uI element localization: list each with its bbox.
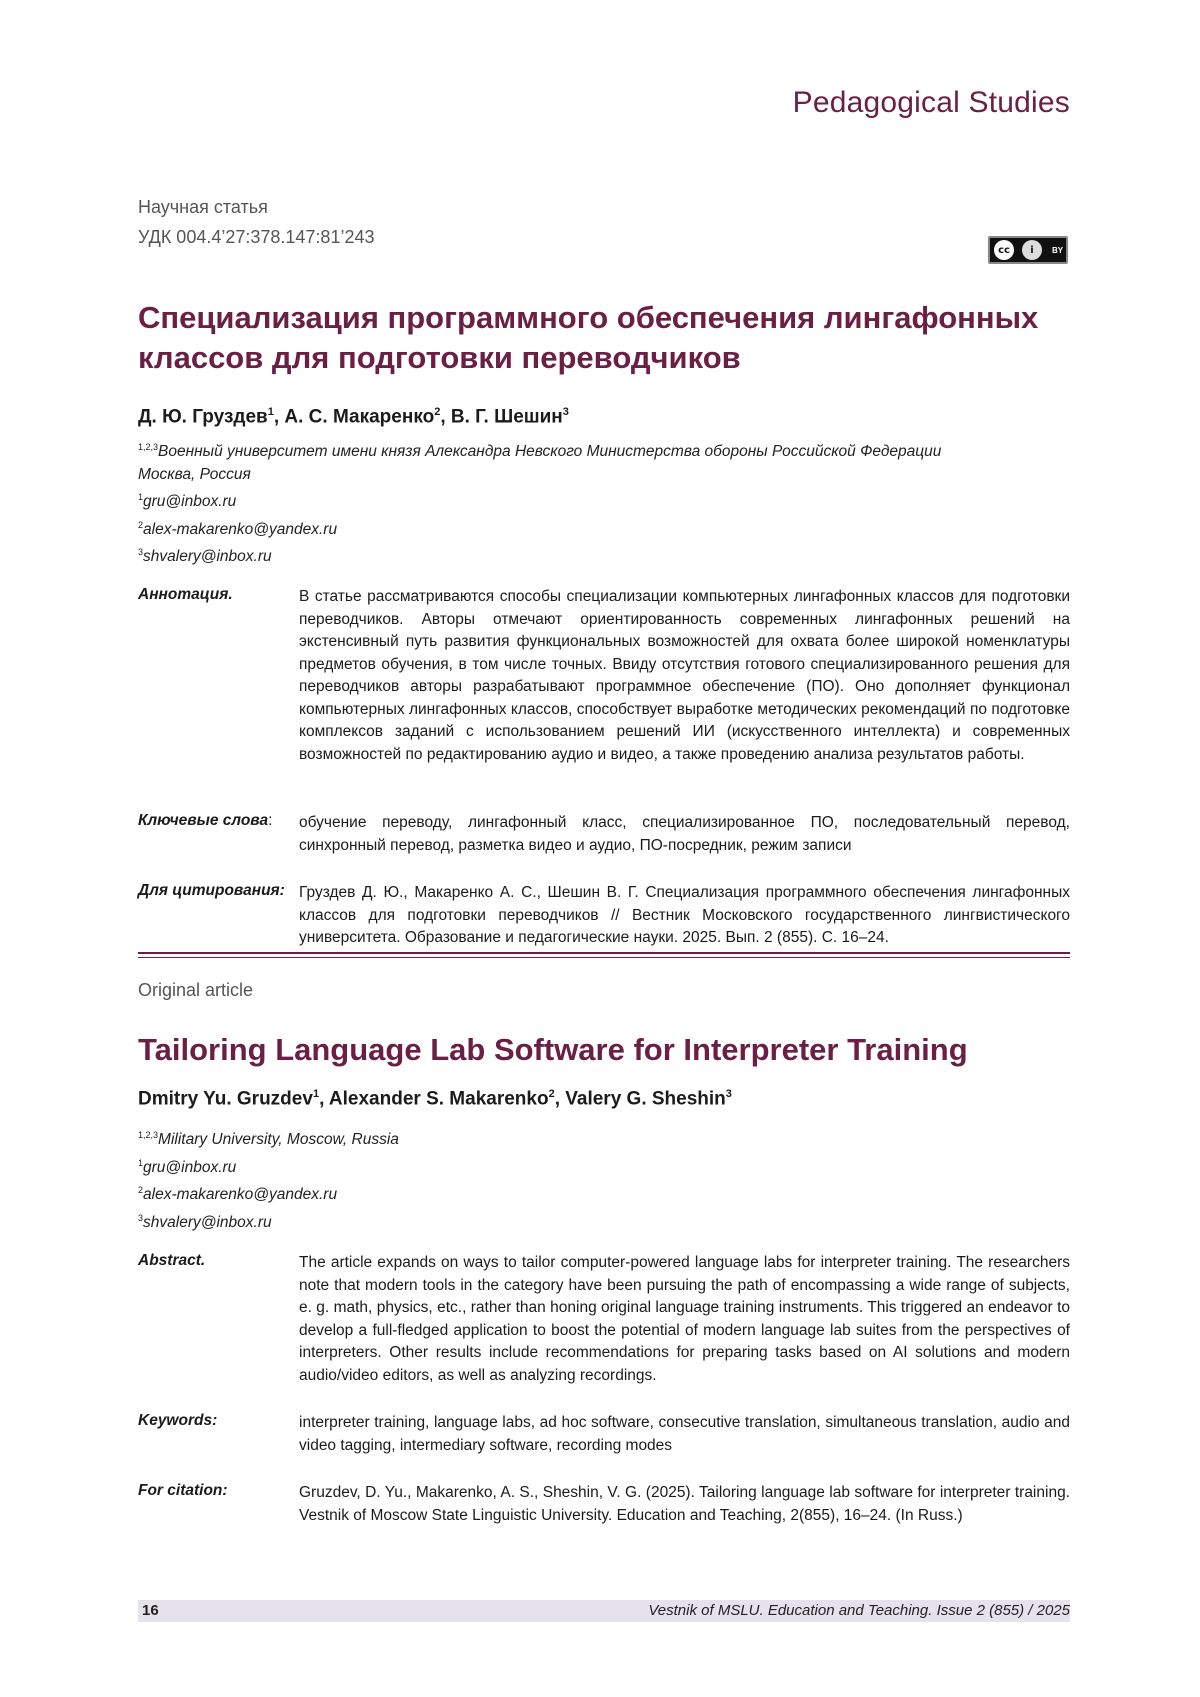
title-ru-line-1: Специализация программного обеспечения лингафонных — [138, 300, 1039, 335]
author-name: А. С. Макаренко — [284, 406, 435, 428]
affiliation-ru — [138, 436, 1078, 569]
citation-en-label: For citation: — [138, 1482, 228, 1499]
author-name: Valery G. Sheshin — [565, 1088, 726, 1110]
article-type-ru: Научная статья — [138, 197, 268, 217]
email-link[interactable]: alex-makarenko@yandex.ru — [143, 1186, 338, 1204]
creative-commons-icon: cc — [994, 240, 1014, 260]
license-by-label: BY — [1052, 245, 1064, 255]
affiliation-sup: 1,2,3 — [138, 1130, 159, 1140]
email-sup: 3 — [138, 547, 144, 558]
citation-ru-label: Для цитирования: — [138, 882, 285, 899]
keywords-en-label: Keywords: — [138, 1412, 218, 1429]
udc-code: УДК 004.4’27:378.147:81’243 — [138, 227, 375, 247]
author-sup: 1 — [267, 406, 274, 418]
author-sup: 2 — [548, 1088, 555, 1100]
keywords-ru-label: Ключевые слова: — [138, 812, 273, 829]
email-link[interactable]: alex-makarenko@yandex.ru — [143, 520, 338, 538]
keywords-en-text: interpreter training, language labs, ad hoc software, consecutive translation, simultaneous translation, audio and video tagging, intermediary software, recording modes — [299, 1414, 1070, 1454]
author-sup: 3 — [562, 406, 569, 418]
affiliation-name: Military University, Moscow, Russia — [158, 1131, 399, 1149]
authors-en: Dmitry Yu. Gruzdev$^1$, Alexander S. Makarenko$^2$, Valery G. Sheshin$^3$ — [138, 1088, 732, 1110]
article-meta — [138, 192, 375, 252]
title-ru-line-2: классов для подготовки переводчиков — [138, 340, 741, 375]
email-link[interactable]: shvalery@inbox.ru — [143, 548, 272, 566]
author-name: В. Г. Шешин — [450, 406, 563, 428]
email-link[interactable]: gru@inbox.ru — [143, 493, 237, 511]
author-name: Alexander S. Makarenko — [328, 1088, 549, 1110]
keywords-ru-text: обучение переводу, лингафонный класс, специализированное ПО, последовательный перевод, синхронный перевод, разметка видео и аудио, ПО-посредник, режим записи — [299, 814, 1070, 854]
citation-en-text: Gruzdev, D. Yu., Makarenko, A. S., Sheshin, V. G. (2025). Tailoring language lab software for interpreter training. Vestnik of Moscow State Linguistic University. Education and Teaching, 2(855), 16–24. (In Russ.) — [299, 1484, 1070, 1524]
cc-by-license-badge[interactable] — [988, 236, 1068, 264]
footer-journal-name: Vestnik of MSLU. Education and Teaching. Issue 2 (855) / 2025 — [648, 1602, 1070, 1619]
section-divider-thin — [138, 957, 1070, 958]
author-name: Dmitry Yu. Gruzdev — [138, 1088, 313, 1110]
article-type-en: Original article — [138, 980, 254, 1000]
authors-ru: Д. Ю. Груздев$^1$, А. С. Макаренко$^2$, В. Г. Шешин$^3$ — [138, 406, 569, 428]
article-title-ru — [138, 298, 1078, 378]
abstract-ru-text: В статье рассматриваются способы специализации компьютерных лингафонных классов для подготовки переводчиков. Авторы отмечают ориентированность современных лингафонных решений на экстенсивный путь развития функциональных возможностей для охвата более широкой номенклатуры предметов обучения, в том числе точных. Ввиду отсутствия готового специализированного решения для переводчиков авторы разрабатывают программное обеспечение (ПО). Оно дополняет функционал компьютерных лингафонных классов, способствует выработке методических рекомендаций по подготовке комплексов заданий с использованием решений ИИ (искусственного интеллекта) и современных возможностей по редактированию аудио и видео, а также проведению анализа результатов работы. — [299, 588, 1070, 763]
journal-section-header: Pedagogical Studies — [792, 86, 1070, 119]
email-sup: 1 — [138, 1157, 144, 1168]
affiliation-city: Москва, Россия — [138, 465, 251, 483]
author-sup: 2 — [434, 406, 441, 418]
email-link[interactable]: gru@inbox.ru — [143, 1158, 237, 1176]
abstract-en-text: The article expands on ways to tailor computer-powered language labs for interpreter training. The researchers note that modern tools in the category have been pursuing the path of encompassing a wide range of subjects, e. g. math, physics, etc., rather than honing original language training instruments. This triggered an endeavor to develop a full-fledged application to boost the potential of modern language lab suites from the perspectives of interpreters. Other results include recommendations for preparing tasks based on AI solutions and modern audio/video editors, as well as analyzing recordings. — [299, 1254, 1070, 1384]
section-divider — [138, 952, 1070, 954]
citation-ru-text: Груздев Д. Ю., Макаренко А. С., Шешин В. Г. Специализация программного обеспечения лингафонных классов для подготовки переводчиков // Вестник Московского государственного лингвистического университета. Образование и педагогические науки. 2025. Вып. 2 (855). С. 16–24. — [299, 884, 1070, 946]
email-sup: 1 — [138, 492, 144, 503]
email-sup: 2 — [138, 519, 144, 530]
abstract-en-label: Abstract. — [138, 1252, 206, 1269]
article-title-en: Tailoring Language Lab Software for Interpreter Training — [138, 1032, 968, 1067]
abstract-ru-label: Аннотация. — [138, 586, 233, 603]
email-sup: 2 — [138, 1185, 144, 1196]
affiliation-name: Военный университет имени князя Александра Невского Министерства обороны Российской Федерации — [158, 443, 942, 461]
email-sup: 3 — [138, 1212, 144, 1223]
email-link[interactable]: shvalery@inbox.ru — [143, 1214, 272, 1232]
author-sup: 1 — [312, 1088, 320, 1100]
page-number: 16 — [142, 1602, 159, 1619]
author-name: Д. Ю. Груздев — [138, 406, 268, 428]
affiliation-en — [138, 1124, 1078, 1235]
author-sup: 3 — [725, 1088, 732, 1100]
attribution-person-icon: i — [1022, 240, 1042, 260]
affiliation-sup: 1,2,3 — [138, 442, 159, 452]
